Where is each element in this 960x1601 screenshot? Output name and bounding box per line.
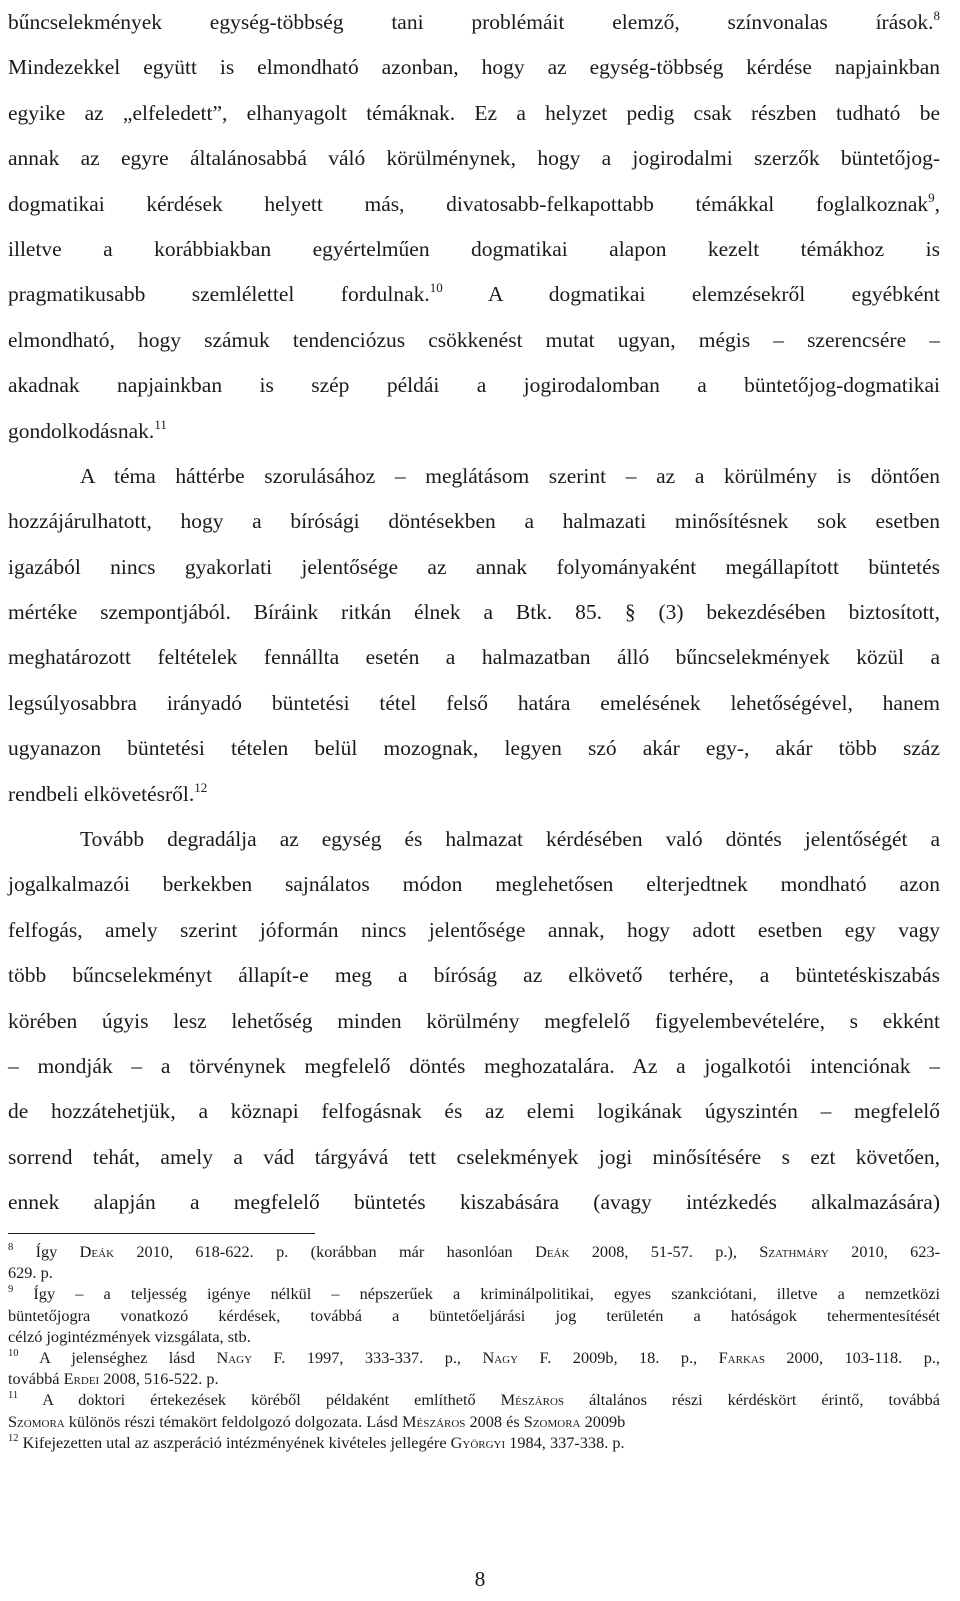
text-span: F. 1997, 333-337. p.,: [252, 1347, 483, 1367]
text-span: 2010, 623-: [828, 1242, 941, 1261]
footnote-ref-12[interactable]: 12: [194, 779, 208, 795]
text-span: 2009b: [580, 1411, 626, 1431]
text-span: [8, 189, 940, 216]
footnotes: [8, 1241, 940, 1453]
text-span: 2010, 618-622. p. (korábban már hasonlóan: [114, 1242, 536, 1261]
body-text: [8, 0, 940, 1226]
text-span: 2000, 103-118. p.,: [764, 1347, 940, 1367]
footnote-ref-10[interactable]: 10: [429, 280, 443, 296]
text-line: [8, 182, 940, 227]
footnote-ref-11[interactable]: 11: [154, 416, 167, 432]
text-span: [8, 1348, 940, 1367]
page-number: 8: [474, 1567, 486, 1591]
footnote-10-cont: [8, 1368, 940, 1389]
text-line: hozzájárulhatott, hogy a bírósági döntésekben a halmazati minősítésnek sok esetben: [8, 509, 940, 534]
text-span: 2008, 516-522. p.: [99, 1369, 219, 1389]
text-span: 1984, 337-338. p.: [505, 1432, 625, 1452]
text-span: rendbeli elkövetésről.: [8, 781, 195, 806]
text-span: Így: [13, 1242, 80, 1261]
text-line: de hozzátehetjük, a köznapi felfogásnak és az elemi logikának úgyszintén – megfelelő: [8, 1099, 940, 1124]
footnote-number: 10: [8, 1347, 19, 1359]
text-line: felfogás, amely szerint jóformán nincs jelentősége annak, hogy adott esetben egy vagy: [8, 917, 940, 942]
footnote-ref-9[interactable]: 9: [928, 189, 935, 205]
text-line: meghatározott feltételek fennállta esetén a halmazatban álló bűncselekmények közül a: [8, 645, 940, 670]
footnote-9-cont: célzó jogintézmények vizsgálata, stb.: [8, 1326, 251, 1346]
author-name: Farkas: [718, 1347, 765, 1367]
text-span: dogmatikai kérdések helyett más, divatosabb-felkapottabb témákkal foglalkoznak: [8, 191, 929, 216]
text-line: sorrend tehát, amely a vád tárgyává tett cselekmények jogi minősítésére s ezt követően,: [8, 1144, 940, 1169]
footnote-ref-8[interactable]: 8: [933, 8, 940, 23]
text-span: A doktori értekezések köréből példaként említhető: [18, 1390, 501, 1410]
author-name: Deák: [79, 1242, 115, 1261]
author-name: Nagy: [216, 1347, 253, 1367]
text-line: [8, 0, 940, 45]
text-span: pragmatikusabb szemlélettel fordulnak.: [8, 282, 430, 307]
footnote-8: [8, 1241, 940, 1262]
text-line: legsúlyosabbra irányadó büntetési tétel felső határa emelésének lehetőségével, hanem: [8, 690, 940, 715]
footnote-separator: [8, 1233, 315, 1234]
text-line: ugyanazon büntetési tételen belül mozognak, legyen szó akár egy-, akár több száz: [8, 736, 940, 761]
text-span: Így – a teljesség igénye nélkül – népszerűek a kriminálpolitikai, egyes szankciótani, illetve a nemzetközi: [13, 1284, 940, 1304]
text-line: több bűncselekményt állapít-e meg a bíróság az elkövető terhére, a büntetéskiszabás: [8, 963, 940, 988]
author-name: Szathmáry: [759, 1242, 829, 1261]
text-line: igazából nincs gyakorlati jelentősége az annak folyományaként megállapított büntetés: [8, 554, 940, 579]
footnote-number: 8: [8, 1242, 14, 1253]
text-span: ,: [934, 191, 940, 216]
text-span: 2008 és: [465, 1411, 524, 1431]
text-span: Kifejezetten utal az aszperáció intézményének kivételes jellegére: [18, 1432, 451, 1452]
text-line: – mondják – a törvénynek megfelelő döntés meghozatalára. Az a jogalkotói intenciónak –: [8, 1053, 940, 1078]
text-line: ennek alapján a megfelelő büntetés kiszabására (avagy intézkedés alkalmazására): [8, 1190, 940, 1215]
text-span: gondolkodásnak.: [8, 418, 155, 443]
text-line: egyike az „elfeledett”, elhanyagolt témáknak. Ez a helyzet pedig csak részben tudható be: [8, 100, 940, 125]
text-line: mértéke szempontjából. Bíráink ritkán élnek a Btk. 85. § (3) bekezdésében biztosított,: [8, 600, 940, 625]
text-line: körében úgyis lesz lehetőség minden körülmény megfelelő figyelembevételére, s ekként: [8, 1008, 940, 1033]
text-span: [8, 1242, 940, 1261]
footnote-11: [8, 1389, 940, 1410]
author-name: Nagy: [482, 1347, 519, 1367]
text-span: [8, 1390, 940, 1409]
text-span: [8, 1284, 940, 1303]
text-line: [8, 409, 940, 454]
author-name: Mészáros: [402, 1411, 466, 1431]
text-line: A téma háttérbe szorulásához – meglátásom szerint – az a körülmény is döntően: [80, 463, 940, 488]
footnote-8-cont: 629. p.: [8, 1263, 53, 1283]
text-line: illetve a korábbiakban egyértelműen dogmatikai alapon kezelt témákhoz is: [8, 236, 940, 261]
text-span: általános részi kérdéskört érintő, továbbá: [564, 1390, 940, 1410]
footnote-12: [8, 1432, 940, 1453]
text-line: Mindezekkel együtt is elmondható azonban, hogy az egység-többség kérdése napjainkban: [8, 55, 940, 80]
footnote-9-cont: büntetőjogra vonatkozó kérdések, továbbá a büntetőeljárási jog területén a hatóságok tehermentesítését: [8, 1305, 940, 1325]
author-name: Györgyi: [450, 1432, 506, 1452]
footnote-11-cont: [8, 1411, 940, 1432]
footnote-number: 12: [8, 1432, 19, 1444]
text-line: [8, 772, 940, 817]
text-span: továbbá: [8, 1369, 64, 1389]
footnote-number: 9: [8, 1284, 14, 1296]
author-name: Szomora: [523, 1411, 581, 1431]
text-line: jogalkalmazói berkekben sajnálatos módon meglehetősen elterjedtnek mondható azon: [8, 872, 940, 897]
text-line: [8, 272, 940, 317]
author-name: Mészáros: [500, 1390, 565, 1410]
footnote-10: [8, 1347, 940, 1368]
text-line: elmondható, hogy számuk tendenciózus csökkenést mutat ugyan, mégis – szerencsére –: [8, 327, 940, 352]
footnote-number: 11: [8, 1390, 19, 1402]
author-name: Deák: [535, 1242, 570, 1261]
text-line: Tovább degradálja az egység és halmazat kérdésében való döntés jelentőségét a: [80, 827, 940, 852]
text-span: [8, 282, 940, 306]
text-span: F. 2009b, 18. p.,: [518, 1347, 719, 1367]
footnote-9: [8, 1283, 940, 1304]
text-span: A jelenséghez lásd: [18, 1347, 217, 1367]
text-span: A dogmatikai elemzésekről egyébként: [442, 282, 940, 307]
author-name: Szomora: [8, 1411, 65, 1431]
text-span: különös részi témakört feldolgozó dolgozata. Lásd: [64, 1411, 403, 1431]
author-name: Erdei: [63, 1369, 100, 1389]
text-line: annak az egyre általánosabbá váló körülménynek, hogy a jogirodalmi szerzők büntetőjog-: [8, 146, 940, 171]
text-span: 2008, 51-57. p.),: [569, 1242, 760, 1261]
text-line: akadnak napjainkban is szép példái a jogirodalomban a büntetőjog-dogmatikai: [8, 373, 940, 398]
text-span: bűncselekmények egység-többség tani problémáit elemző, színvonalas írások.: [8, 10, 934, 34]
